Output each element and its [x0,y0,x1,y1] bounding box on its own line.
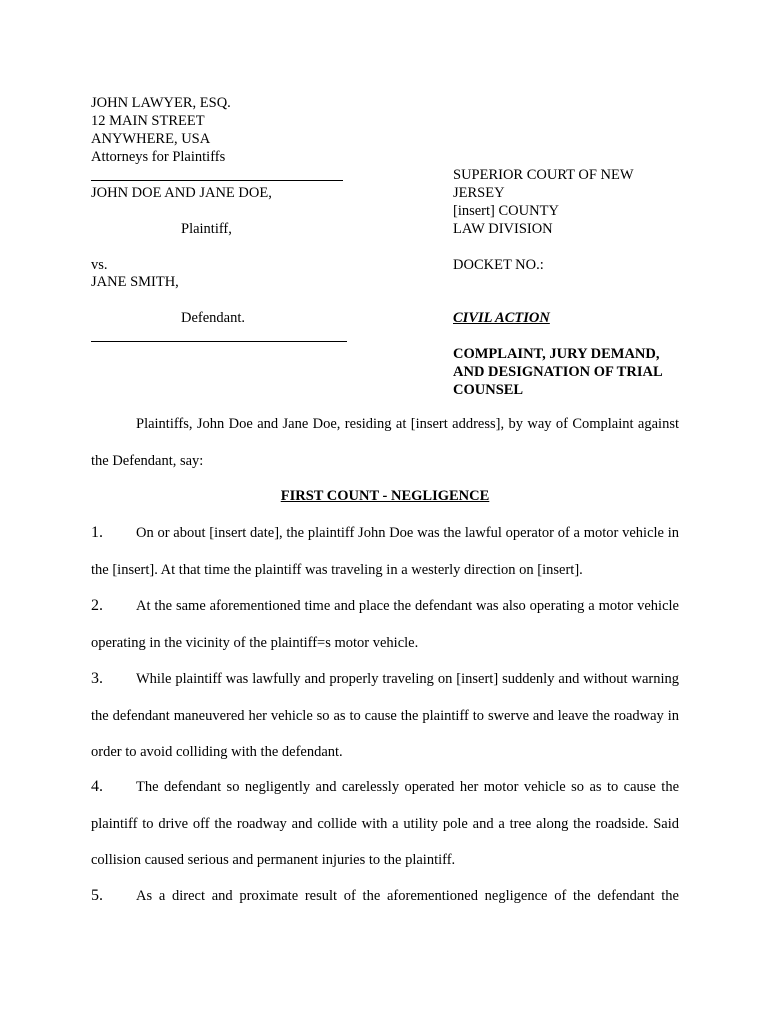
attorney-name: JOHN LAWYER, ESQ. [91,95,231,111]
attorney-street: 12 MAIN STREET [91,113,205,129]
plaintiffs-names: JOHN DOE AND JANE DOE, [91,185,272,201]
paragraph-4 [91,769,679,879]
attorney-city: ANYWHERE, USA [91,131,211,147]
document-title-line-3: COUNSEL [453,382,524,398]
paragraph-text: While plaintiff was lawfully and properly traveling on [insert] suddenly and without warning the defendant maneuvered her vehicle so as to cause the plaintiff to swerve and leave the roadway in order to avoid colliding with the defendant. [91,671,679,760]
paragraph-2 [91,588,679,661]
attorney-role: Attorneys for Plaintiffs [91,149,226,165]
plaintiff-label: Plaintiff, [181,221,232,237]
paragraph-number: 2. [91,597,103,614]
document-title-line-1: COMPLAINT, JURY DEMAND, [453,346,660,362]
paragraph-number: 4. [91,778,103,795]
defendant-name: JANE SMITH, [91,274,179,290]
docket-number: DOCKET NO.: [453,257,544,273]
versus: vs. [91,257,108,273]
court-division: LAW DIVISION [453,221,553,237]
caption-top-rule [91,180,343,181]
paragraph-text: On or about [insert date], the plaintiff John Doe was the lawful operator of a motor vehicle in the [insert]. At that time the plaintiff was traveling in a westerly direction on [insert]. [91,525,679,578]
caption-bottom-rule [91,341,347,342]
paragraph-5 [91,878,679,915]
first-count-heading: FIRST COUNT - NEGLIGENCE [280,488,490,504]
intro-paragraph: Plaintiffs, John Doe and Jane Doe, residing at [insert address], by way of Complaint against the Defendant, say: [91,416,679,469]
civil-action-label: CIVIL ACTION [453,310,550,326]
court-line-2: JERSEY [453,185,505,201]
court-county: [insert] COUNTY [453,203,559,219]
document-title-line-2: AND DESIGNATION OF TRIAL [453,364,663,380]
defendant-label: Defendant. [181,310,246,326]
paragraph-3 [91,661,679,771]
paragraph-1 [91,515,679,588]
paragraph-text: At the same aforementioned time and place the defendant was also operating a motor vehicle operating in the vicinity of the plaintiff=s motor vehicle. [91,598,679,651]
paragraph-number: 1. [91,524,103,541]
paragraph-number: 3. [91,670,103,687]
paragraph-text: The defendant so negligently and carelessly operated her motor vehicle so as to cause the plaintiff to drive off the roadway and collide with a utility pole and a tree along the roadside. Said collision caused serious and permanent injuries to the plaintiff. [91,779,679,868]
paragraph-text: As a direct and proximate result of the aforementioned negligence of the defendant the [136,888,679,904]
court-line-1: SUPERIOR COURT OF NEW [453,167,634,183]
paragraph-number: 5. [91,887,103,904]
